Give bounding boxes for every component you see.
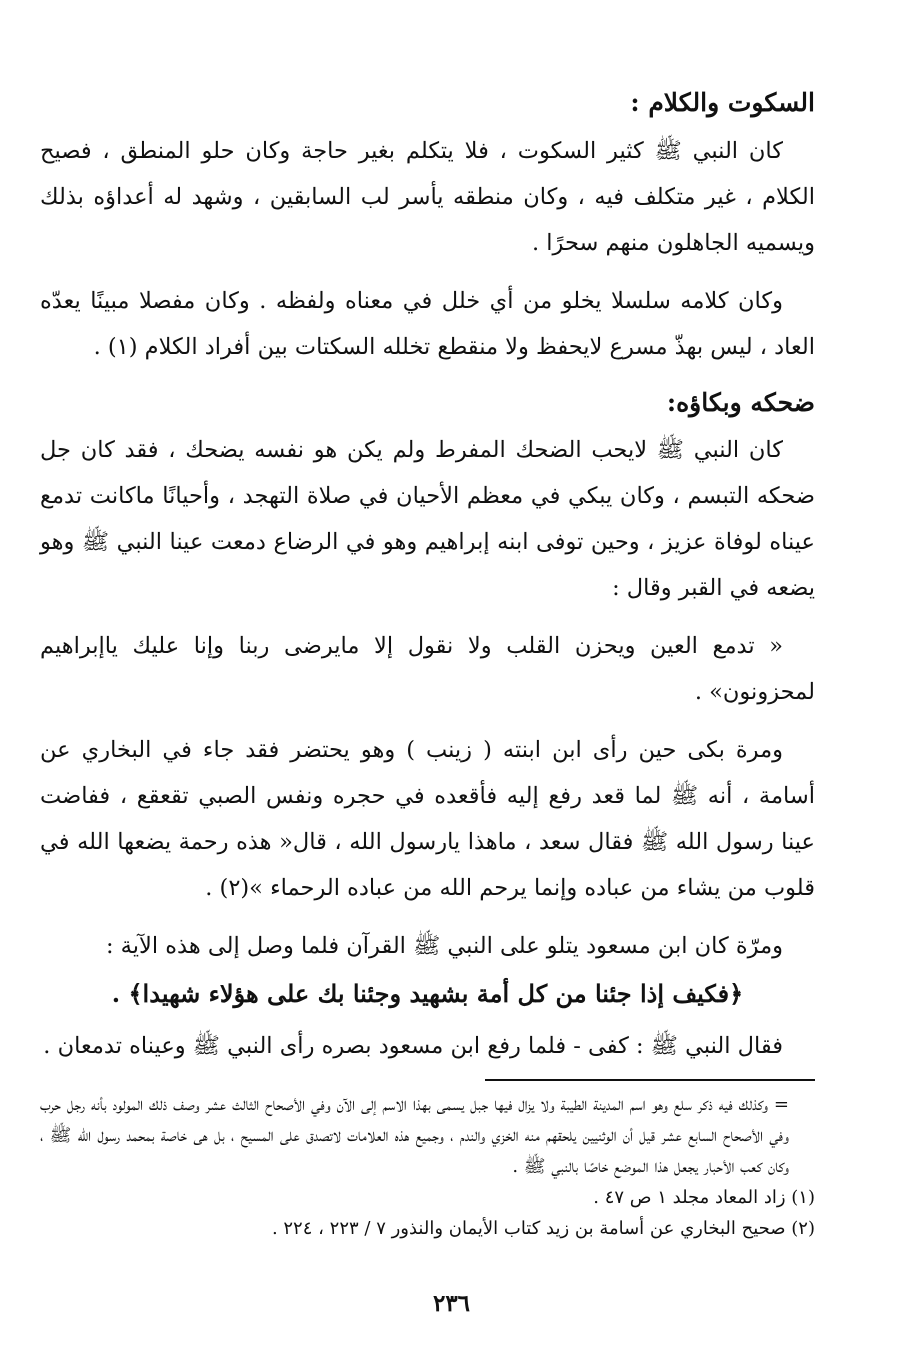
footnote-continuation: = وكذلك فيه ذكر سلع وهو اسم المدينة الطيبة ولا يزال فيها جبل يسمى بهذا الاسم إلى الآن وفي الأصحاح الثالث عشر وصف ذلك المولود بأنه رجل حرب وفي الأصحاح السابع عشر قيل أن الوثنيين يلحقهم منه الخزي والندم ، وجميع هذه العلامات لاتصدق على المسيح ، بل هى خاصة بمحمد رسول الله ﷺ ، وكان كعب الأحبار يجعل هذا الموضع خاصًا بالنبي ﷺ . — [40, 1094, 789, 1177]
section-heading-silence-speech: السكوت والكلام : — [630, 88, 815, 117]
paragraph: فقال النبي ﷺ : كفى - فلما رفع ابن مسعود بصره رأى النبي ﷺ وعيناه تدمعان . — [43, 1033, 783, 1059]
quran-verse: ﴿فكيف إذا جئنا من كل أمة بشهيد وجئنا بك على هؤلاء شهيدا﴾ . — [111, 979, 744, 1008]
paragraph: كان النبي ﷺ كثير السكوت ، فلا يتكلم بغير حاجة وكان حلو المنطق ، فصيح الكلام ، غير متكلف فيه ، وكان منطقه يأسر لب السابقين ، وشهد له أعداؤه بذلك ويسميه الجاهلون منهم سحرًا . — [40, 137, 815, 256]
paragraph: وكان كلامه سلسلا يخلو من أي خلل في معناه ولفظه . وكان مفصلا مبينًا يعدّه العاد ، ليس بهذّ مسرع لايحفظ ولا منقطع تخلله السكتات بين أفراد الكلام (١) . — [40, 287, 815, 360]
page-body — [40, 70, 815, 1244]
footnote-divider — [485, 1079, 815, 1081]
hadith-quote: « تدمع العين ويحزن القلب ولا نقول إلا مايرضى ربنا وإنا عليك ياإبراهيم لمحزونون» . — [40, 633, 815, 705]
footnote-1: (١) زاد المعاد مجلد ١ ص ٤٧ . — [593, 1187, 815, 1208]
page-number: ٢٣٦ — [432, 1290, 471, 1317]
section-heading-laughter-weeping: ضحكه وبكاؤه: — [666, 387, 815, 417]
paragraph: ومرة بكى حين رأى ابن ابنته ( زينب ) وهو يحتضر فقد جاء في البخاري عن أسامة ، أنه ﷺ لما قعد رفع إليه فأقعده في حجره ونفس الصبي تقعقع ، ففاضت عينا رسول الله ﷺ فقال سعد ، ماهذا يارسول الله ، قال« هذه رحمة يضعها الله في قلوب من يشاء من عباده وإنما يرحم الله من عباده الرحماء »(٢) . — [40, 737, 815, 901]
paragraph: ومرّة كان ابن مسعود يتلو على النبي ﷺ القرآن فلما وصل إلى هذه الآية : — [105, 933, 783, 959]
footnote-2: (٢) صحيح البخاري عن أسامة بن زيد كتاب الأيمان والنذور ٧ / ٢٢٣ ، ٢٢٤ . — [271, 1218, 815, 1239]
paragraph: كان النبي ﷺ لايحب الضحك المفرط ولم يكن هو نفسه يضحك ، فقد كان جل ضحكه التبسم ، وكان يبكي في معظم الأحيان في صلاة التهجد ، وأحيانًا ماكانت تدمع عيناه لوفاة عزيز ، وحين توفى ابنه إبراهيم وهو في الرضاع دمعت عينا النبي ﷺ وهو يضعه في القبر وقال : — [40, 437, 815, 601]
